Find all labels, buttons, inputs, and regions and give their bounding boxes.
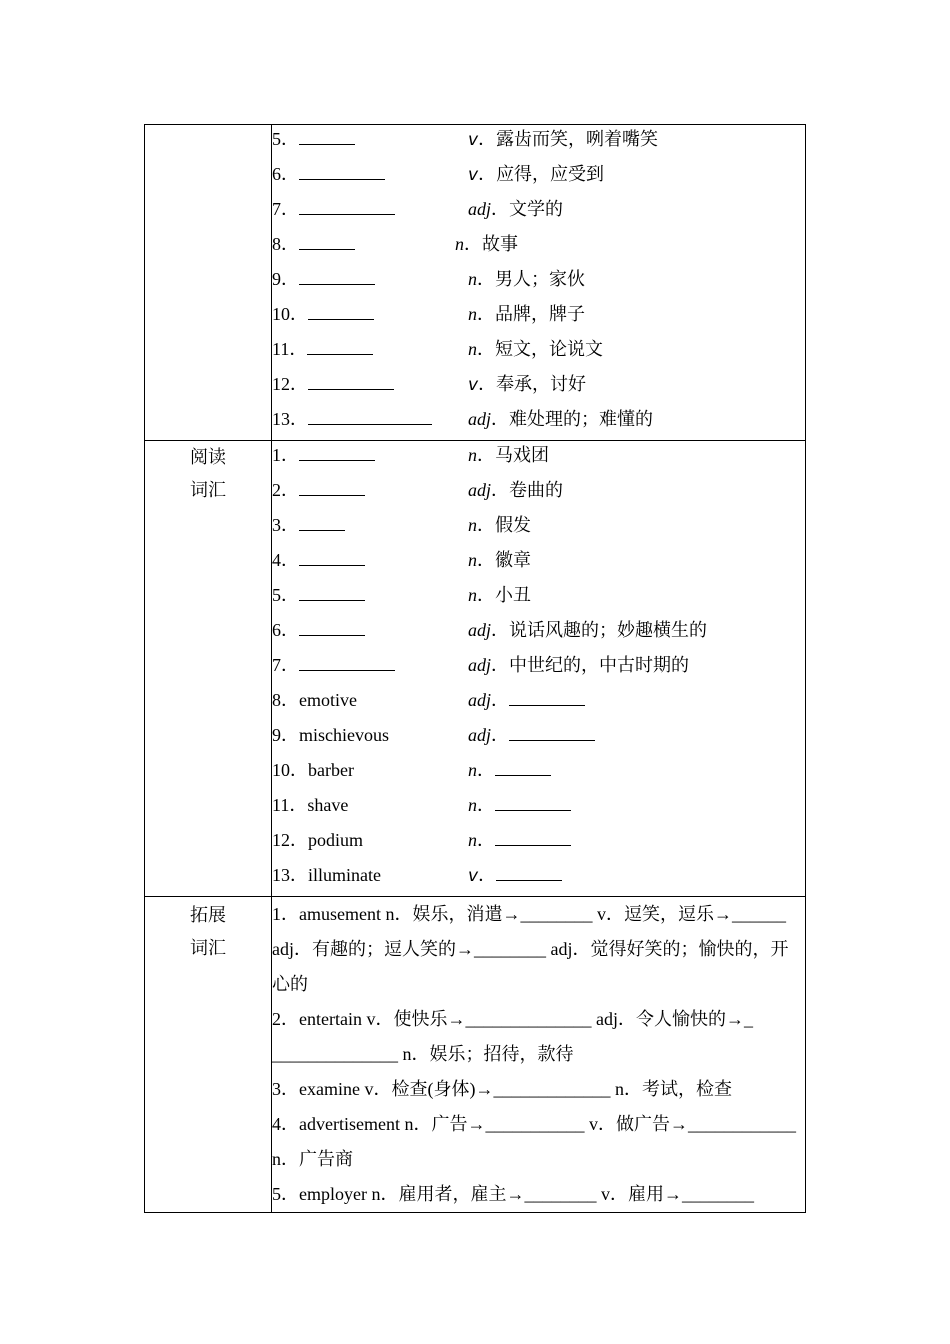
vocab-row	[272, 511, 805, 546]
answer-blank	[299, 442, 375, 461]
pos-separator: ．	[477, 304, 495, 324]
part-of-speech: adj	[468, 409, 492, 429]
vocab-row	[272, 370, 805, 405]
answer-blank	[307, 336, 373, 355]
pos-separator: ．	[491, 620, 510, 640]
part-of-speech: n	[468, 269, 477, 289]
part-of-speech: adj	[468, 199, 492, 219]
english-word: podium	[308, 830, 364, 850]
item-number: 4．	[272, 550, 299, 570]
vocabulary-table	[144, 124, 806, 1213]
chinese-meaning: 奉承，讨好	[496, 374, 587, 395]
section-row-reading	[145, 441, 806, 897]
answer-blank	[496, 862, 562, 881]
definition	[468, 476, 563, 505]
definition	[468, 160, 604, 189]
chinese-meaning: 卷曲的	[509, 480, 564, 501]
vocab-entry	[272, 441, 375, 469]
item-number: 8．	[272, 690, 299, 710]
pos-separator: ．	[478, 374, 497, 394]
part-of-speech: n	[468, 445, 477, 465]
pos-separator: ．	[491, 725, 510, 745]
answer-blank	[495, 757, 551, 776]
vocabulary-sheet	[144, 124, 806, 1213]
pos-separator: ．	[491, 655, 510, 675]
pos-separator: ．	[491, 480, 510, 500]
definition	[468, 756, 551, 784]
vocab-row	[272, 405, 805, 440]
definition	[468, 546, 531, 575]
vocab-row	[272, 476, 805, 511]
vocab-row	[272, 791, 805, 826]
chinese-meaning: 马戏团	[495, 445, 549, 466]
definition	[468, 616, 707, 645]
vocab-row	[272, 651, 805, 686]
answer-blank	[308, 301, 374, 320]
definition	[468, 826, 571, 854]
pos-separator: ．	[478, 164, 497, 184]
answer-blank	[509, 687, 585, 706]
item-number: 3．	[272, 515, 299, 535]
answer-blank	[299, 477, 365, 496]
section-label-extended	[145, 897, 272, 1213]
answer-blank	[299, 231, 355, 250]
section-label-line: 拓展	[190, 905, 226, 926]
vocab-row	[272, 335, 805, 370]
answer-blank	[308, 406, 432, 425]
item-number: 6．	[272, 620, 299, 640]
part-of-speech: v	[468, 866, 479, 886]
definition	[468, 335, 603, 364]
vocab-row	[272, 721, 805, 756]
word-family-item: 5．employer n．雇用者，雇主→________ v．雇用→________	[272, 1184, 754, 1204]
chinese-meaning: 露齿而笑，咧着嘴笑	[496, 129, 659, 150]
chinese-meaning: 说话风趣的；妙趣横生的	[509, 620, 708, 641]
word-family-item: 4．advertisement n．广告→___________ v．做广告→____________ n．广告商	[272, 1114, 796, 1169]
part-of-speech: adj	[468, 690, 492, 710]
vocab-entry	[272, 511, 345, 539]
vocab-entry	[272, 616, 365, 644]
part-of-speech: adj	[468, 620, 492, 640]
item-number: 12．	[272, 830, 308, 850]
item-number: 2．	[272, 480, 299, 500]
chinese-meaning: 文学的	[509, 199, 564, 220]
part-of-speech: n	[468, 760, 477, 780]
item-number: 5．	[272, 129, 299, 149]
english-word: emotive	[299, 690, 357, 710]
english-word: barber	[308, 760, 354, 780]
vocab-row	[272, 441, 805, 476]
pos-separator: ．	[477, 339, 495, 359]
part-of-speech: n	[468, 339, 477, 359]
part-of-speech: adj	[468, 725, 492, 745]
answer-blank	[299, 196, 395, 215]
vocab-row	[272, 125, 805, 160]
answer-blank	[299, 582, 365, 601]
vocab-row	[272, 686, 805, 721]
answer-blank	[299, 161, 385, 180]
item-number: 11．	[272, 795, 308, 815]
part-of-speech: n	[455, 234, 464, 254]
section-body-reading	[272, 441, 806, 897]
definition	[468, 125, 658, 154]
item-number: 7．	[272, 199, 299, 219]
part-of-speech: n	[468, 795, 477, 815]
item-number: 10．	[272, 304, 308, 324]
english-word: illuminate	[308, 865, 381, 885]
part-of-speech: v	[468, 165, 479, 185]
chinese-meaning: 难处理的；难懂的	[509, 409, 654, 430]
pos-separator: ．	[477, 515, 495, 535]
vocab-entry	[272, 405, 432, 433]
definition	[468, 300, 585, 329]
item-number: 11．	[272, 339, 308, 359]
section-row-core	[145, 125, 806, 441]
word-family-item: 3．examine v．检查(身体)→_____________ n．考试，检查	[272, 1079, 732, 1099]
section-label-line: 阅读	[190, 447, 226, 468]
vocab-row	[272, 581, 805, 616]
definition	[468, 370, 586, 399]
pos-separator: ．	[491, 199, 510, 219]
pos-separator: ．	[464, 234, 482, 254]
item-number: 7．	[272, 655, 299, 675]
part-of-speech: n	[468, 585, 477, 605]
vocab-row	[272, 300, 805, 335]
definition	[468, 721, 595, 749]
vocab-row	[272, 230, 805, 265]
vocab-row	[272, 616, 805, 651]
item-number: 10．	[272, 760, 308, 780]
vocab-entry	[272, 160, 385, 188]
vocab-entry	[272, 265, 375, 293]
definition	[468, 265, 585, 294]
word-family-item: 1．amusement n．娱乐，消遣→________ v．逗笑，逗乐→______ adj．有趣的；逗人笑的→________ adj．觉得好笑的；愉快的，开心的	[272, 904, 789, 994]
pos-separator: ．	[491, 409, 510, 429]
section-body-core	[272, 125, 806, 441]
chinese-meaning: 中世纪的，中古时期的	[509, 655, 690, 676]
answer-blank	[299, 266, 375, 285]
english-word: shave	[307, 795, 349, 815]
definition	[468, 686, 585, 714]
definition	[468, 405, 653, 434]
part-of-speech: n	[468, 830, 477, 850]
section-label-reading	[145, 441, 272, 897]
pos-separator: ．	[477, 445, 495, 465]
english-word: mischievous	[299, 725, 389, 745]
item-number: 8．	[272, 234, 299, 254]
section-label-line: 词汇	[190, 480, 226, 501]
vocab-entry	[272, 370, 394, 398]
chinese-meaning: 假发	[495, 515, 531, 536]
answer-blank	[299, 652, 395, 671]
definition	[468, 861, 562, 890]
chinese-meaning: 短文，论说文	[495, 339, 603, 360]
pos-separator: ．	[477, 585, 495, 605]
vocab-entry	[272, 230, 355, 258]
definition	[468, 581, 531, 610]
item-number: 9．	[272, 725, 299, 745]
chinese-meaning: 小丑	[495, 585, 531, 606]
vocab-row	[272, 826, 805, 861]
item-number: 5．	[272, 585, 299, 605]
vocab-row	[272, 160, 805, 195]
chinese-meaning: 故事	[482, 234, 518, 255]
vocab-row	[272, 546, 805, 581]
item-number: 1．	[272, 445, 299, 465]
definition	[468, 441, 549, 470]
part-of-speech: n	[468, 550, 477, 570]
vocab-entry	[272, 686, 357, 714]
answer-blank	[308, 371, 394, 390]
item-number: 13．	[272, 865, 308, 885]
part-of-speech: v	[468, 130, 479, 150]
vocab-entry	[272, 546, 365, 574]
definition	[468, 791, 571, 819]
section-body-extended	[272, 897, 806, 1213]
chinese-meaning: 应得，应受到	[496, 164, 605, 185]
vocab-entry	[272, 335, 373, 363]
answer-blank	[299, 617, 365, 636]
pos-separator: ．	[477, 830, 495, 850]
answer-blank	[299, 512, 345, 531]
part-of-speech: n	[468, 304, 477, 324]
answer-blank	[509, 722, 595, 741]
section-label-empty	[145, 125, 272, 441]
item-number: 9．	[272, 269, 299, 289]
vocab-entry	[272, 300, 374, 328]
part-of-speech: n	[468, 515, 477, 535]
word-family-item: 2．entertain v．使快乐→______________ adj．令人愉快的→_ ______________ n．娱乐；招待，款待	[272, 1009, 753, 1064]
part-of-speech: adj	[468, 480, 492, 500]
chinese-meaning: 男人；家伙	[495, 269, 585, 290]
pos-separator: ．	[477, 760, 495, 780]
vocab-row	[272, 756, 805, 791]
item-number: 12．	[272, 374, 308, 394]
answer-blank	[299, 126, 355, 145]
vocab-entry	[272, 476, 365, 504]
vocab-row	[272, 861, 805, 896]
part-of-speech: v	[468, 375, 479, 395]
vocab-entry	[272, 826, 363, 854]
vocab-entry	[272, 861, 381, 889]
answer-blank	[299, 547, 365, 566]
vocab-entry	[272, 195, 395, 223]
definition	[455, 230, 518, 259]
vocab-row	[272, 195, 805, 230]
answer-blank	[495, 827, 571, 846]
pos-separator: ．	[478, 865, 497, 885]
vocab-entry	[272, 125, 355, 153]
vocab-entry	[272, 721, 389, 749]
vocab-entry	[272, 756, 354, 784]
vocab-row	[272, 265, 805, 300]
section-row-extended	[145, 897, 806, 1213]
pos-separator: ．	[477, 550, 495, 570]
item-number: 13．	[272, 409, 308, 429]
pos-separator: ．	[478, 129, 497, 149]
chinese-meaning: 徽章	[495, 550, 531, 571]
item-number: 6．	[272, 164, 299, 184]
pos-separator: ．	[477, 269, 495, 289]
chinese-meaning: 品牌，牌子	[495, 304, 585, 325]
definition	[468, 651, 689, 680]
definition	[468, 195, 563, 224]
pos-separator: ．	[477, 795, 495, 815]
pos-separator: ．	[491, 690, 510, 710]
part-of-speech: adj	[468, 655, 492, 675]
vocab-entry	[272, 791, 348, 819]
answer-blank	[495, 792, 571, 811]
definition	[468, 511, 531, 540]
vocab-entry	[272, 581, 365, 609]
section-label-line: 词汇	[190, 938, 226, 959]
vocab-entry	[272, 651, 395, 679]
